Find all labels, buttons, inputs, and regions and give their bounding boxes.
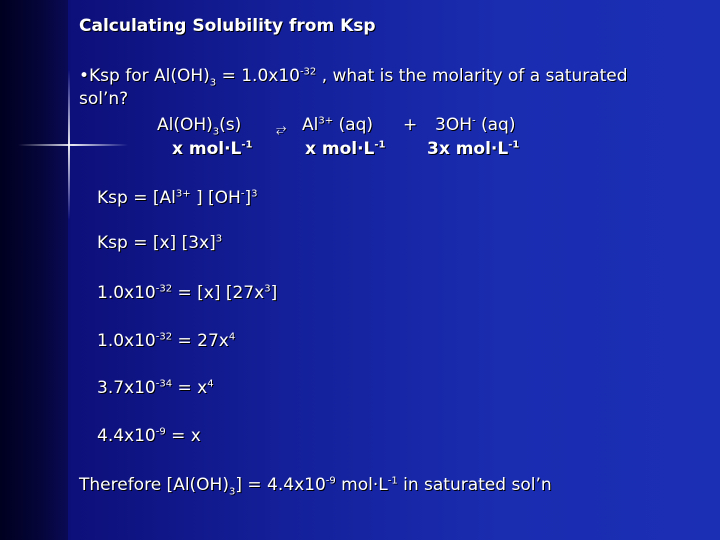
equilibrium-product-oh: 3OH- (aq) <box>435 115 516 135</box>
concentration-al: x $mol\cdot L^{-1}$ <box>305 139 386 159</box>
step-ksp-substitution: Ksp = [x] $[3x]^3$ <box>97 233 223 253</box>
equilibrium-arrow-icon: ⥂ <box>276 122 287 137</box>
equilibrium-reactant: $Al(OH)_3(s)$ <box>157 115 242 138</box>
equilibrium-product-al: $Al^{3+}$ (aq) <box>302 115 373 135</box>
intro-question-line2: sol’n? <box>79 89 129 109</box>
sparkle-horizontal <box>18 144 128 146</box>
step-expand: $1.0x10^{-32} = [x]$ $[27x^3]$ <box>97 283 278 303</box>
step-simplify: $1.0x10^{-32} = 27x^4$ <box>97 331 236 351</box>
step-divide: $3.7x10^{-34} = x^4$ <box>97 378 214 398</box>
equation-plus-sign: + <box>403 115 418 135</box>
left-decor-strip <box>0 0 68 540</box>
step-solve-x: $4.4x10^{-9} = x$ <box>97 426 201 446</box>
concentration-oh: 3x $mol\cdot L^{-1}$ <box>427 139 520 159</box>
bullet-icon: • <box>79 66 90 86</box>
conclusion-statement: Therefore $[Al(OH)_3] = 4.4x10^{-9}$ $mol\cdot L^{-1}$ in saturated sol’n <box>79 475 552 498</box>
concentration-al-oh-3: x $mol\cdot L^{-1}$ <box>172 139 253 159</box>
slide-title: Calculating Solubility from Ksp <box>79 16 376 36</box>
step-ksp-expression: Ksp = [$Al^{3+}$ ] $[OH^-]^3$ <box>97 188 258 208</box>
intro-question-line1: •Ksp for $Al(OH)_3 = 1.0x10^{-32}$ , what is the molarity of a saturated <box>79 66 628 89</box>
